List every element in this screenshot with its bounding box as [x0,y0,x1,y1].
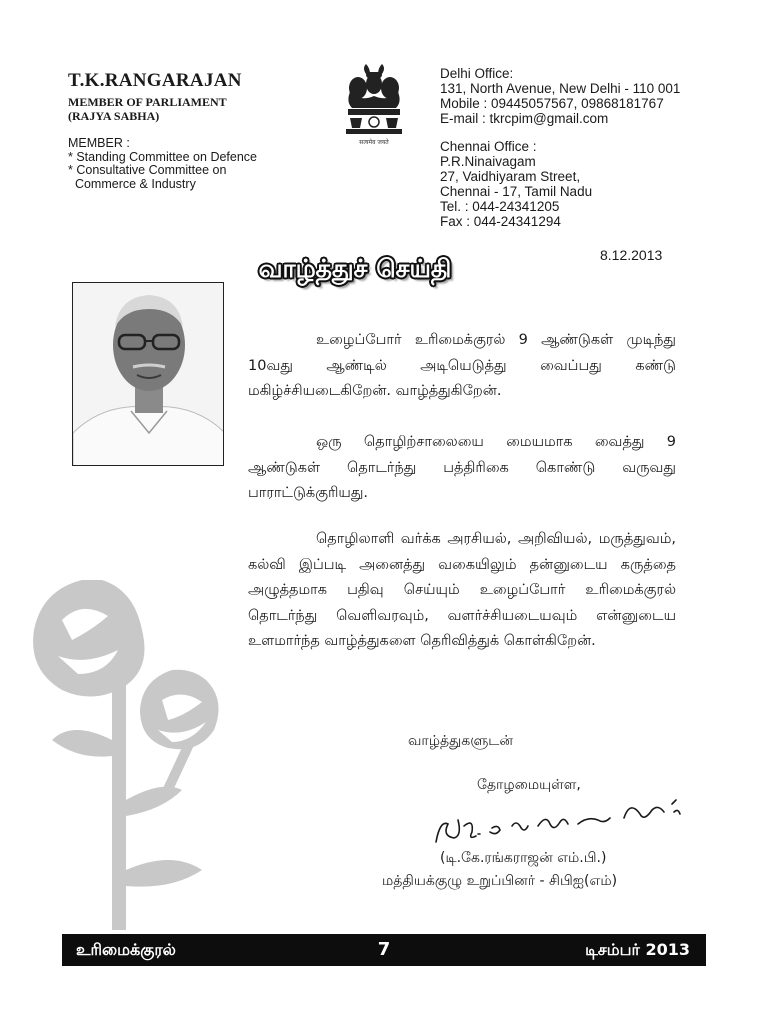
address-line: P.R.Ninaivagam [440,154,536,169]
rose-watermark-icon [22,570,242,936]
portrait-photo [72,282,224,466]
paragraph-3 [248,527,676,655]
address-line: 131, North Avenue, New Delhi - 110 001 [440,81,681,96]
address-line: Tel. : 044-24341205 [440,199,560,214]
page-footer [62,934,706,966]
paragraph-2 [248,430,676,507]
address-line: Delhi Office: [440,66,514,81]
paragraph-text: உழைப்போர் உரிமைக்குரல் 9 ஆண்டுகள் முடிந்து 10வது ஆண்டில் அடியெடுத்து வைப்பது கண்டு மகிழ்ச்சியடைகிறேன். வாழ்த்துகிறேன். [248,332,676,399]
comradely-salutation: தோழமையுள்ள, [477,777,581,793]
sender-title: MEMBER OF PARLIAMENT [68,95,227,109]
signatory-name: (டி.கே.ரங்கராஜன் எம்.பி.) [440,850,607,866]
paragraph-text: தொழிலாளி வர்க்க அரசியல், அறிவியல், மருத்துவம், கல்வி இப்படி அனைத்து வகையிலும் தன்னுடைய கருத்தை அழுத்தமாக பதிவு செய்யும் உழைப்போர் உரிமைக்குரல் தொடர்ந்து வெளிவரவும், வளர்ச்சியடையவும் என்னுடைய உளமார்ந்த வாழ்த்துகளை தெரிவித்துக் கொள்கிறேன். [248,531,676,649]
paragraph-1 [248,328,676,405]
committee-line: Commerce & Industry [68,176,196,191]
paragraph-text: ஒரு தொழிற்சாலையை மையமாக வைத்து 9 ஆண்டுகள் தொடர்ந்து பத்திரிகை கொண்டு வருவது பாராட்டுக்குரியது. [248,434,676,501]
committee-line: * Standing Committee on Defence [68,149,257,164]
address-line: E-mail : tkrcpim@gmail.com [440,111,609,126]
address-line: Fax : 044-24341294 [440,214,561,229]
member-heading: MEMBER : [68,136,130,150]
emblem-motto: सत्यमेव जयते [359,139,389,146]
closing-greeting: வாழ்த்துகளுடன் [408,733,513,749]
committee-membership [68,137,257,191]
address-line: Chennai - 17, Tamil Nadu [440,184,593,199]
page-number: 7 [377,939,391,960]
handwritten-signature-icon [428,790,690,850]
sender-house: (RAJYA SABHA) [68,109,160,123]
portrait-illustration [73,283,224,466]
issue-date: டிசம்பர் 2013 [585,940,690,959]
chennai-office-address [440,139,592,229]
address-line: Mobile : 09445057567, 09868181767 [440,96,664,111]
delhi-office-address [440,66,680,126]
address-line: Chennai Office : [440,139,537,154]
publication-name: உரிமைக்குரல் [76,940,176,959]
letter-heading: வாழ்த்துச் செய்தி [258,254,452,283]
address-line: 27, Vaidhiyaram Street, [440,169,581,184]
letter-date: 8.12.2013 [600,247,663,263]
sender-name: T.K.RANGARAJAN [68,70,242,91]
committee-line: * Consultative Committee on [68,163,227,177]
signatory-role: மத்தியக்குழு உறுப்பினர் - சிபிஐ(எம்) [382,873,618,889]
